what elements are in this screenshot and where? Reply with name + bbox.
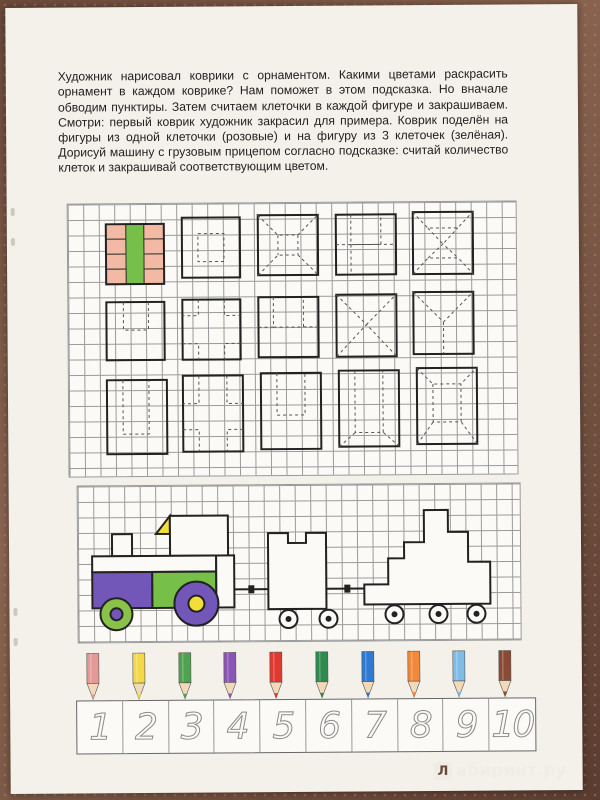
- pencil-icon: [223, 652, 237, 700]
- carpet: [106, 302, 164, 360]
- trailer-1: [268, 533, 327, 609]
- carpet: [182, 217, 240, 277]
- binding-hole: [14, 638, 18, 646]
- trailer-2: [364, 510, 491, 605]
- truck-exhaust: [112, 534, 132, 556]
- pencil-icon: [269, 652, 283, 700]
- truck-grid: [77, 482, 522, 643]
- truck-cab: [170, 515, 228, 555]
- number-trace-cell: [398, 699, 444, 751]
- carpets-drawing: [68, 201, 518, 476]
- watermark: Л абиринт.ру: [434, 760, 567, 781]
- carpet: [183, 375, 244, 451]
- number-trace-cell: [169, 701, 215, 753]
- number-trace-cell: [489, 698, 535, 750]
- carpet: [107, 380, 168, 454]
- dotted-number: 1: [89, 706, 111, 748]
- binding-hole: [11, 238, 15, 246]
- dotted-number: 10: [491, 703, 534, 746]
- dotted-number: 4: [226, 705, 248, 747]
- dotted-number: 5: [272, 705, 294, 747]
- instructions-text: Художник нарисовал коврики с орнаментом. Какими цветами раскрасить орнамент в каждом коврике? Нам поможет в этом подсказка. Но вначале обводим пунктиры. Затем считаем клеточки в каждой фигуре и закрашиваем. Смотри: первый коврик художник закрасил для примера. Коврик поделён на фигуры из одной клеточки (розовые) и на фигуру из 3 клеточек (зелёная). Дорисуй машину с грузовым прицепом согласно подсказке: считай количество клеток и закрашивай соответствующим цветом.: [57, 66, 509, 176]
- number-trace-cell: [306, 700, 352, 752]
- dotted-number: 2: [134, 706, 157, 748]
- truck-drawing: [78, 483, 521, 642]
- pencil-icon: [177, 653, 191, 701]
- pencil-icon: [315, 652, 329, 700]
- binding-hole: [13, 608, 17, 616]
- truck-hood: [92, 556, 216, 573]
- number-trace-cell: [443, 699, 489, 751]
- dotted-number: 9: [455, 704, 477, 746]
- carpet: [182, 299, 240, 359]
- number-trace-cell: [214, 700, 260, 752]
- dotted-number: 8: [409, 704, 431, 746]
- pencil-icon: [498, 650, 512, 698]
- number-trace-cell: [123, 701, 169, 753]
- pencil-icon: [406, 651, 420, 699]
- pencil-icon: [452, 651, 466, 699]
- carpet: [339, 370, 400, 446]
- binding-hole: [11, 208, 15, 216]
- pencil-icon: [361, 651, 375, 699]
- number-trace-cell: [260, 700, 306, 752]
- watermark-logo-icon: Л: [434, 762, 452, 780]
- carpets-grid: [67, 200, 519, 477]
- number-trace-cell: [352, 699, 398, 751]
- carpet-example: [106, 224, 164, 284]
- number-tracing-row: [76, 697, 536, 754]
- truck-window: [156, 516, 170, 534]
- workbook-page: [5, 4, 582, 794]
- number-trace-cell: [77, 701, 123, 753]
- dotted-number: 3: [180, 706, 202, 748]
- dotted-number: 7: [363, 704, 386, 747]
- pencil-icon: [132, 653, 146, 701]
- pencil-icon: [86, 653, 100, 701]
- dotted-number: 6: [318, 705, 340, 747]
- carpet: [261, 373, 322, 449]
